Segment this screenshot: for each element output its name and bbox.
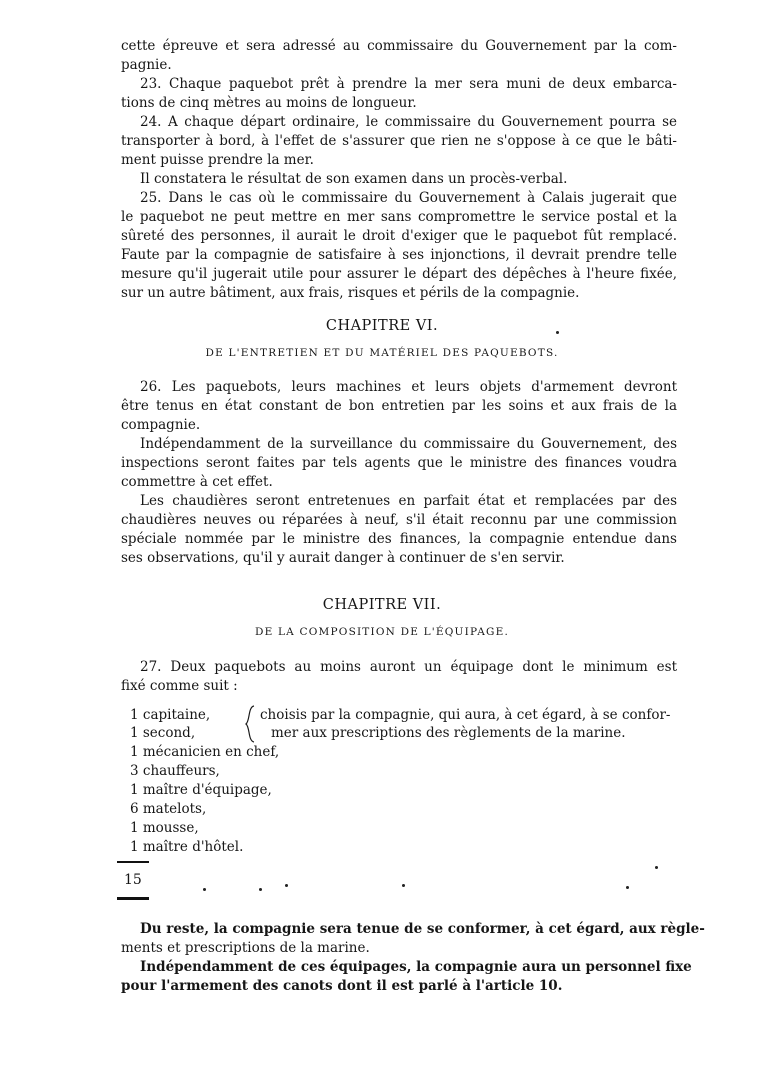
ink-speck (556, 331, 559, 334)
text-line: Les chaudières seront entretenues en parfait état et remplacées par des (140, 493, 677, 509)
text-line: être tenus en état constant de bon entretien par les soins et aux frais de la (121, 398, 677, 414)
text-line: fixé comme suit : (121, 678, 238, 694)
crew-item: 6 matelots, (130, 801, 207, 817)
chapter-subtitle: DE L'ENTRETIEN ET DU MATÉRIEL DES PAQUEBOTS. (205, 347, 559, 359)
crew-item: 1 second, (130, 725, 196, 741)
chapter-title: CHAPITRE VII. (322, 597, 442, 613)
chapter-title: CHAPITRE VI. (325, 318, 439, 334)
crew-item: 1 capitaine, (130, 707, 211, 723)
text-line: commettre à cet effet. (121, 474, 273, 490)
crew-item: 1 maître d'hôtel. (130, 839, 244, 855)
article-26: 26. Les paquebots, leurs machines et leurs objets d'armement devront (140, 379, 677, 395)
ink-speck (203, 888, 206, 891)
text-line: pour l'armement des canots dont il est parlé à l'article 10. (121, 978, 563, 994)
brace-icon (244, 705, 256, 743)
text-line: compagnie. (121, 417, 201, 433)
ink-speck (259, 888, 262, 891)
text-line: ses observations, qu'il y aurait danger à continuer de s'en servir. (121, 550, 565, 566)
text-line: sûreté des personnes, il aurait le droit d'exiger que le paquebot fût remplacé. (121, 228, 677, 244)
text-line: inspections seront faites par tels agents que le ministre des finances voudra (121, 455, 677, 471)
text-line: tions de cinq mètres au moins de longueur. (121, 95, 417, 111)
rule-divider (117, 861, 149, 863)
text-line: Indépendamment de la surveillance du commissaire du Gouvernement, des (140, 436, 677, 452)
text-line: Indépendamment de ces équipages, la compagnie aura un personnel fixe (140, 959, 692, 975)
crew-item: 3 chauffeurs, (130, 763, 220, 779)
text-line: ment puisse prendre la mer. (121, 152, 314, 168)
ink-speck (285, 884, 288, 887)
ink-speck (402, 884, 405, 887)
text-line: ments et prescriptions de la marine. (121, 940, 370, 956)
article-25: 25. Dans le cas où le commissaire du Gouvernement à Calais jugerait que (140, 190, 677, 206)
text-line: cette épreuve et sera adressé au commissaire du Gouvernement par la com- (121, 38, 677, 54)
crew-item: 1 maître d'équipage, (130, 782, 272, 798)
text-line: sur un autre bâtiment, aux frais, risques et périls de la compagnie. (121, 285, 580, 301)
text-line: mesure qu'il jugerait utile pour assurer le départ des dépêches à l'heure fixée, (121, 266, 677, 282)
page-number: 15 (124, 872, 142, 888)
ink-speck (626, 886, 629, 889)
brace-note: choisis par la compagnie, qui aura, à cet égard, à se confor- (260, 707, 671, 723)
brace-note: mer aux prescriptions des règlements de la marine. (271, 725, 626, 741)
text-line: Il constatera le résultat de son examen dans un procès-verbal. (140, 171, 568, 187)
rule-divider (117, 897, 149, 900)
text-line: le paquebot ne peut mettre en mer sans compromettre le service postal et la (121, 209, 677, 225)
text-line: Du reste, la compagnie sera tenue de se conformer, à cet égard, aux règle- (140, 921, 705, 937)
article-24: 24. A chaque départ ordinaire, le commissaire du Gouvernement pourra se (140, 114, 677, 130)
crew-item: 1 mécanicien en chef, (130, 744, 280, 760)
ink-speck (655, 866, 658, 869)
text-line: transporter à bord, à l'effet de s'assurer que rien ne s'oppose à ce que le bâti- (121, 133, 677, 149)
text-line: chaudières neuves ou réparées à neuf, s'il était reconnu par une commission (121, 512, 677, 528)
text-line: spéciale nommée par le ministre des finances, la compagnie entendue dans (121, 531, 677, 547)
crew-item: 1 mousse, (130, 820, 199, 836)
text-line: Faute par la compagnie de satisfaire à ses injonctions, il devrait prendre telle (121, 247, 677, 263)
article-27: 27. Deux paquebots au moins auront un équipage dont le minimum est (140, 659, 677, 675)
chapter-subtitle: DE LA COMPOSITION DE L'ÉQUIPAGE. (254, 626, 510, 638)
text-line: pagnie. (121, 57, 172, 73)
article-23: 23. Chaque paquebot prêt à prendre la mer sera muni de deux embarca- (140, 76, 677, 92)
